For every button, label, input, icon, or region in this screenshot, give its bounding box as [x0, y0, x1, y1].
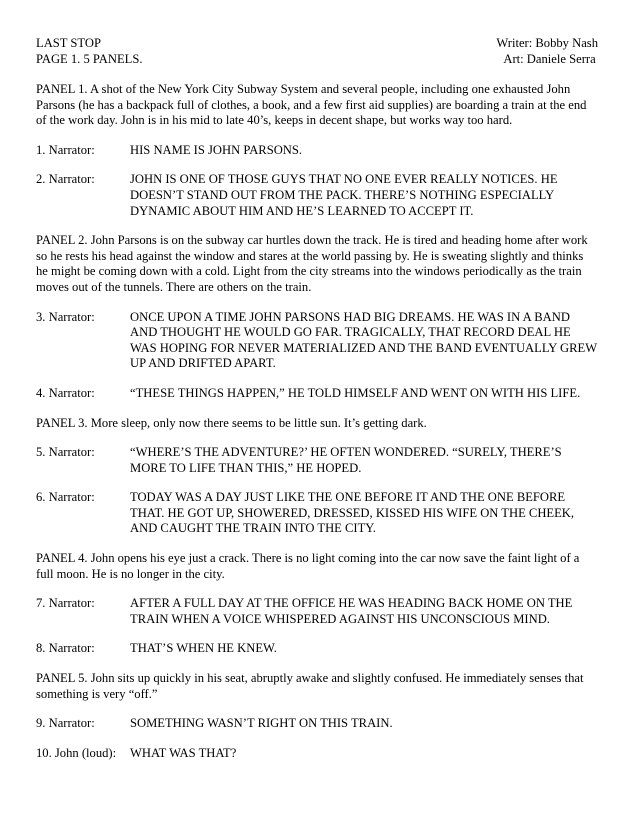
speaker-label: 5. Narrator:: [36, 445, 95, 460]
script-page: [36, 36, 598, 761]
speaker-label: 3. Narrator:: [36, 309, 95, 324]
story-title: LAST STOP: [36, 36, 101, 50]
speaker-label: 9. Narrator:: [36, 716, 95, 731]
header-right: [496, 36, 598, 67]
dialogue-line: [36, 172, 598, 219]
dialogue-text: ONCE UPON A TIME JOHN PARSONS HAD BIG DREAMS. HE WAS IN A BAND AND THOUGHT HE WOULD GO FAR. TRAGICALLY, THAT RECORD DEAL HE WAS HOPING FOR NEVER MATERIALIZED AND THE BAND EVENTUALLY GREW UP AND DRIFTED APART.: [130, 309, 597, 371]
panel-description: PANEL 5. John sits up quickly in his seat, abruptly awake and slightly confused. He immediately senses that something is very “off.”: [36, 671, 584, 701]
dialogue-line: [36, 716, 598, 732]
dialogue-text: THAT’S WHEN HE KNEW.: [130, 641, 277, 656]
dialogue-line: [36, 746, 598, 762]
dialogue-text: AFTER A FULL DAY AT THE OFFICE HE WAS HEADING BACK HOME ON THE TRAIN WHEN A VOICE WHISPERED AGAINST HIS UNCONSCIOUS MIND.: [130, 596, 573, 626]
speaker-label: 2. Narrator:: [36, 172, 95, 187]
dialogue-text: “WHERE’S THE ADVENTURE?’ HE OFTEN WONDERED. “SURELY, THERE’S MORE TO LIFE THAN THIS,” HE HOPED.: [130, 445, 562, 475]
speaker-label: 4. Narrator:: [36, 385, 95, 400]
writer-credit: Writer: Bobby Nash: [496, 36, 598, 50]
dialogue-line: [36, 490, 598, 537]
dialogue-line: [36, 143, 598, 159]
dialogue-line: [36, 596, 598, 627]
dialogue-text: SOMETHING WASN’T RIGHT ON THIS TRAIN.: [130, 716, 393, 731]
panel-description: PANEL 1. A shot of the New York City Subway System and several people, including one exhausted John Parsons (he has a backpack full of clothes, a book, and a few first aid supplies) are boarding a train at the end of the work day. John is in his mid to late 40’s, keeps in decent shape, but works way too hard.: [36, 82, 587, 128]
dialogue-text: JOHN IS ONE OF THOSE GUYS THAT NO ONE EVER REALLY NOTICES. HE DOESN’T STAND OUT FROM THE PACK. THERE’S NOTHING ESPECIALLY DYNAMIC ABOUT HIM AND HE’S LEARNED TO ACCEPT IT.: [130, 172, 558, 218]
speaker-label: 10. John (loud):: [36, 745, 117, 760]
panel-description: PANEL 4. John opens his eye just a crack. There is no light coming into the car now save the faint light of a full moon. He is no longer in the city.: [36, 551, 580, 581]
dialogue-text: WHAT WAS THAT?: [130, 745, 237, 760]
dialogue-line: [36, 445, 598, 476]
dialogue-line: [36, 310, 598, 372]
panel-description: PANEL 3. More sleep, only now there seems to be little sun. It’s getting dark.: [36, 415, 427, 430]
page-info: PAGE 1. 5 PANELS.: [36, 51, 143, 66]
dialogue-line: [36, 386, 598, 402]
speaker-label: 1. Narrator:: [36, 142, 95, 157]
dialogue-text: HIS NAME IS JOHN PARSONS.: [130, 142, 303, 157]
panel-description: PANEL 2. John Parsons is on the subway car hurtles down the track. He is tired and heading home after work so he rests his head against the window and stares at the world passing by. He is sweating slightly and thinks he might be coming down with a cold. Light from the city streams into the windows periodically as the train moves out of the tunnels. There are others on the train.: [36, 233, 588, 294]
speaker-label: 8. Narrator:: [36, 641, 95, 656]
dialogue-text: TODAY WAS A DAY JUST LIKE THE ONE BEFORE IT AND THE ONE BEFORE THAT. HE GOT UP, SHOWERED, DRESSED, KISSED HIS WIFE ON THE CHEEK, AND CAUGHT THE TRAIN INTO THE CITY.: [130, 490, 575, 536]
speaker-label: 6. Narrator:: [36, 490, 95, 505]
speaker-label: 7. Narrator:: [36, 596, 95, 611]
dialogue-text: “THESE THINGS HAPPEN,” HE TOLD HIMSELF AND WENT ON WITH HIS LIFE.: [130, 385, 581, 400]
artist-credit: Art: Daniele Serra: [503, 51, 596, 66]
header-left: [36, 36, 143, 67]
script-header: [36, 36, 598, 67]
dialogue-line: [36, 641, 598, 657]
